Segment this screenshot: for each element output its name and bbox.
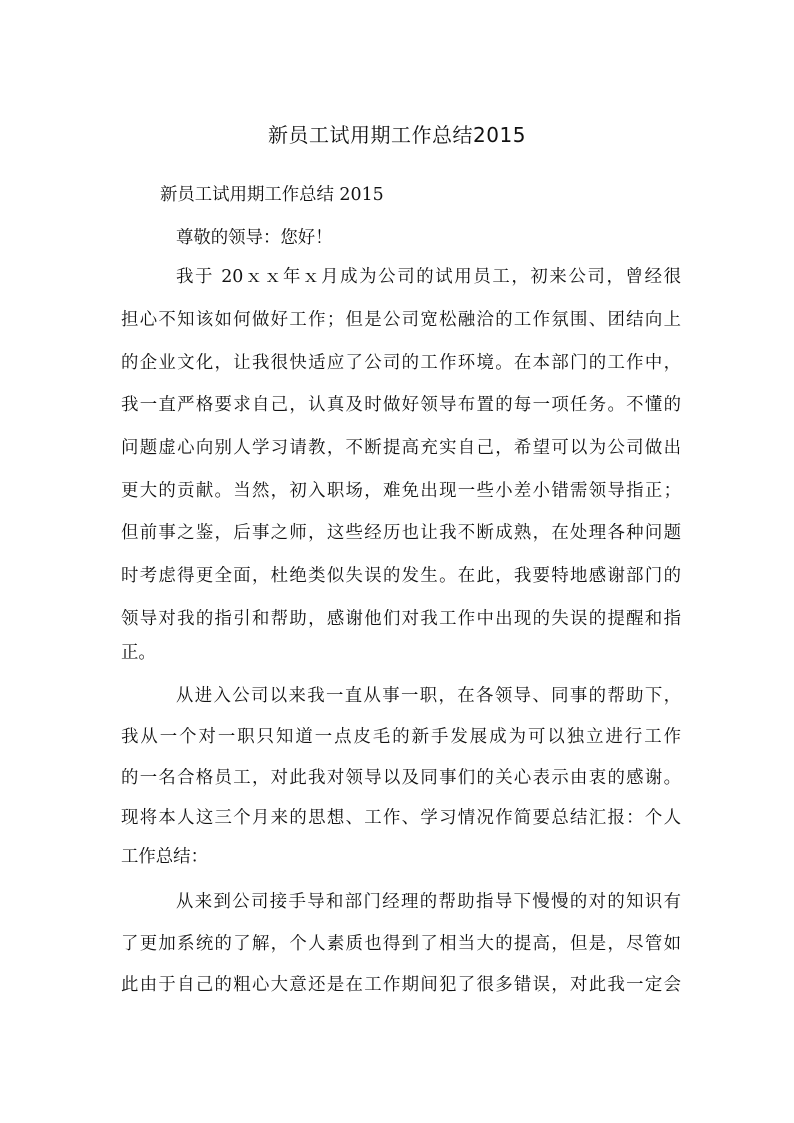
greeting: 尊敬的领导：您好！ bbox=[176, 228, 333, 248]
paragraph-line: 我于 20ｘｘ年ｘ月成为公司的试用员工，初来公司，曾经很 bbox=[176, 267, 681, 287]
paragraph-line: 更大的贡献。当然，初入职场，难免出现一些小差小错需领导指正； bbox=[121, 481, 681, 501]
paragraph-line: 领导对我的指引和帮助，感谢他们对我工作中出现的失误的提醒和指 bbox=[121, 609, 681, 629]
paragraph-line: 的企业文化，让我很快适应了公司的工作环境。在本部门的工作中， bbox=[121, 353, 681, 373]
paragraph-line: 现将本人这三个月来的思想、工作、学习情况作简要总结汇报：个人 bbox=[121, 808, 681, 828]
paragraph-line: 担心不知该如何做好工作；但是公司宽松融洽的工作氛围、团结向上 bbox=[121, 310, 681, 330]
paragraph-line: 工作总结： bbox=[121, 847, 208, 867]
paragraph-line: 的一名合格员工，对此我对领导以及同事们的关心表示由衷的感谢。 bbox=[121, 768, 681, 788]
paragraph-line: 从进入公司以来我一直从事一职，在各领导、同事的帮助下， bbox=[176, 686, 681, 706]
paragraph-line: 时考虑得更全面，杜绝类似失误的发生。在此，我要特地感谢部门的 bbox=[121, 566, 681, 586]
paragraph-line: 此由于自己的粗心大意还是在工作期间犯了很多错误，对此我一定会 bbox=[121, 975, 681, 995]
paragraph-line: 我从一个对一职只知道一点皮毛的新手发展成为可以独立进行工作 bbox=[121, 727, 681, 747]
paragraph-line: 问题虚心向别人学习请教，不断提高充实自己，希望可以为公司做出 bbox=[121, 438, 681, 458]
paragraph-line: 正。 bbox=[121, 643, 156, 663]
paragraph-line: 我一直严格要求自己，认真及时做好领导布置的每一项任务。不懂的 bbox=[121, 395, 681, 415]
paragraph-line: 从来到公司接手导和部门经理的帮助指导下慢慢的对的知识有 bbox=[176, 892, 681, 912]
paragraph-line: 但前事之鉴，后事之师，这些经历也让我不断成熟，在处理各种问题 bbox=[121, 523, 681, 543]
document-subtitle: 新员工试用期工作总结 2015 bbox=[160, 185, 384, 205]
paragraph-line: 了更加系统的了解，个人素质也得到了相当大的提高，但是，尽管如 bbox=[121, 934, 681, 954]
document-title: 新员工试用期工作总结2015 bbox=[268, 123, 526, 147]
